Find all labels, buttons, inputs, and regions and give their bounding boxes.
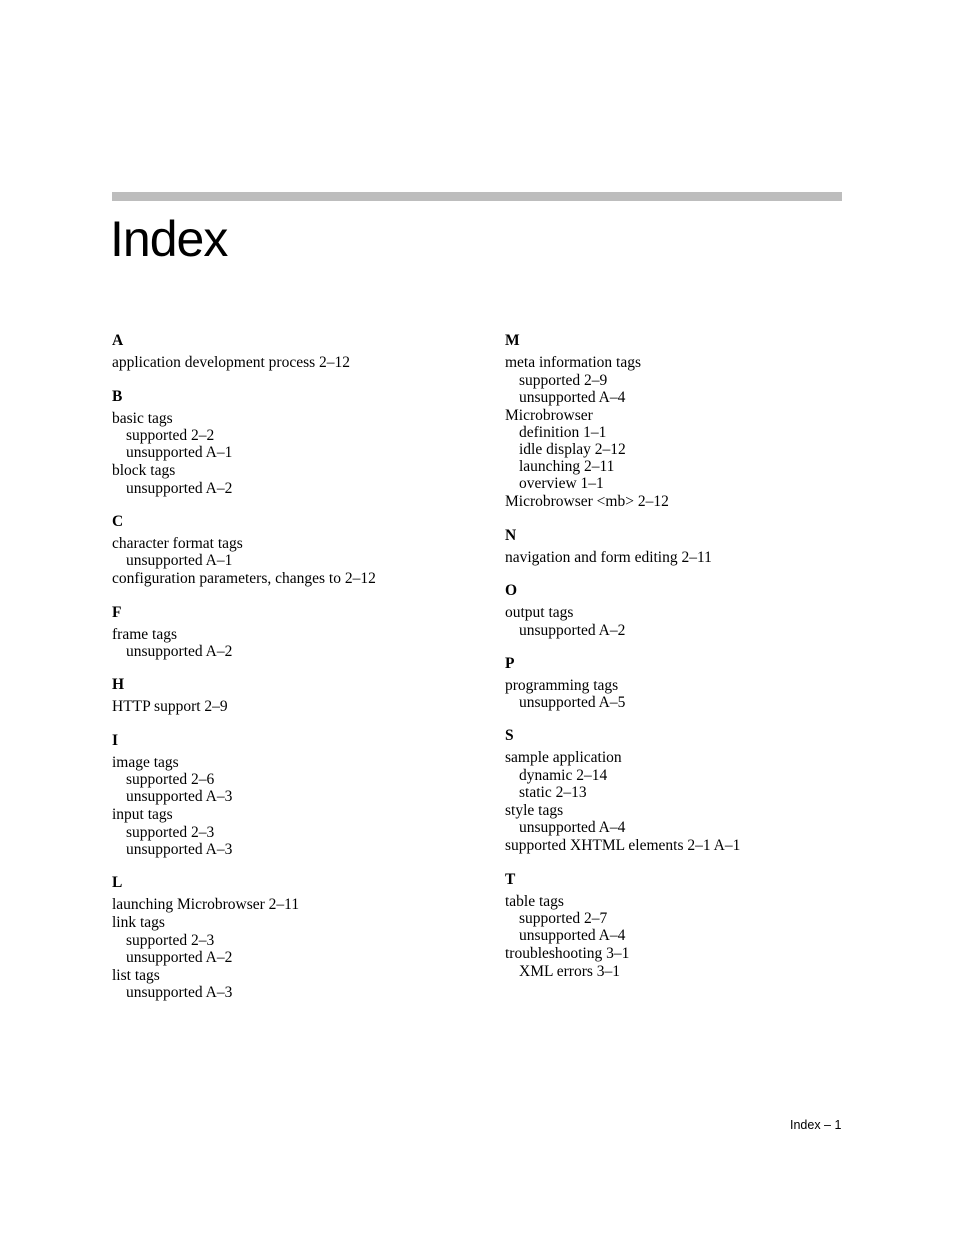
index-term: block tags xyxy=(112,462,176,479)
index-entry xyxy=(112,914,472,966)
index-subterm: idle display 2–12 xyxy=(519,441,626,458)
index-subterm: unsupported A–2 xyxy=(519,621,626,639)
index-entry xyxy=(505,749,865,801)
index-term: image tags xyxy=(112,753,179,771)
index-subterm: unsupported A–4 xyxy=(519,388,626,406)
index-term: list tags xyxy=(112,966,160,984)
section-letter: S xyxy=(505,727,514,744)
index-entry xyxy=(505,945,865,980)
index-subterm: supported 2–3 xyxy=(126,823,215,841)
index-term: application development process 2–12 xyxy=(112,354,351,371)
section-letter: N xyxy=(505,526,517,544)
index-subterm: supported 2–3 xyxy=(126,931,215,949)
index-section-f xyxy=(112,603,472,661)
index-subterm: supported 2–6 xyxy=(126,771,215,788)
index-term: character format tags xyxy=(112,534,243,552)
index-entry xyxy=(505,407,865,493)
header-rule xyxy=(112,192,842,201)
index-term: table tags xyxy=(505,892,564,910)
index-section-o xyxy=(505,581,865,639)
index-section-n xyxy=(505,526,865,567)
index-term: sample application xyxy=(505,749,622,766)
index-term: programming tags xyxy=(505,676,619,694)
section-letter: C xyxy=(112,512,124,530)
index-term: input tags xyxy=(112,806,173,823)
index-column-left xyxy=(112,331,472,1016)
index-subterm: unsupported A–1 xyxy=(126,444,233,461)
index-term: basic tags xyxy=(112,409,173,427)
index-section-t xyxy=(505,870,865,980)
index-subterm: unsupported A–1 xyxy=(126,552,233,569)
index-entry xyxy=(112,896,472,914)
index-subterm: supported 2–2 xyxy=(126,427,215,444)
index-entry xyxy=(112,354,472,372)
index-entry xyxy=(112,410,472,462)
index-subterm: unsupported A–3 xyxy=(126,984,233,1001)
index-entry xyxy=(112,698,472,716)
index-subterm: unsupported A–4 xyxy=(519,927,626,944)
index-section-p xyxy=(505,654,865,712)
section-letter: A xyxy=(112,332,124,349)
index-term: Microbrowser <mb> 2–12 xyxy=(505,493,669,510)
index-subterm: unsupported A–2 xyxy=(126,479,233,497)
index-entry xyxy=(505,893,865,945)
page-footer: Index – 1 xyxy=(790,1118,842,1132)
index-term: configuration parameters, changes to 2–12 xyxy=(112,570,376,587)
section-letter: P xyxy=(505,654,515,672)
index-term: frame tags xyxy=(112,625,177,643)
index-subterm: dynamic 2–14 xyxy=(519,766,608,784)
index-entry xyxy=(505,802,865,837)
index-subterm: unsupported A–3 xyxy=(126,840,233,858)
index-entry xyxy=(505,549,865,567)
index-entry xyxy=(112,570,472,588)
index-term: navigation and form editing 2–11 xyxy=(505,548,712,566)
section-letter: H xyxy=(112,676,125,693)
index-subterm: unsupported A–5 xyxy=(519,694,626,711)
page-title: Index xyxy=(110,211,228,267)
index-subterm: unsupported A–2 xyxy=(126,643,233,660)
index-subterm: static 2–13 xyxy=(519,783,587,801)
index-subterm: unsupported A–3 xyxy=(126,788,233,805)
index-subterm: supported 2–9 xyxy=(519,371,608,389)
index-entry xyxy=(505,604,865,639)
index-section-h xyxy=(112,675,472,716)
index-section-a xyxy=(112,331,472,372)
index-term: output tags xyxy=(505,604,574,621)
index-column-right xyxy=(505,331,865,995)
index-section-c xyxy=(112,512,472,588)
index-term: HTTP support 2–9 xyxy=(112,698,228,715)
index-term: troubleshooting 3–1 xyxy=(505,945,630,962)
index-subterm: XML errors 3–1 xyxy=(519,962,621,980)
section-letter: T xyxy=(505,870,516,888)
index-subterm: unsupported A–4 xyxy=(519,819,626,836)
index-subterm: definition 1–1 xyxy=(519,424,607,441)
section-letter: F xyxy=(112,603,122,621)
index-entry xyxy=(112,806,472,858)
index-term: meta information tags xyxy=(505,354,642,371)
section-letter: M xyxy=(505,332,520,349)
index-term: style tags xyxy=(505,801,564,819)
section-letter: I xyxy=(112,731,119,749)
index-section-b xyxy=(112,387,472,497)
index-section-m xyxy=(505,331,865,511)
index-entry xyxy=(112,535,472,570)
index-entry xyxy=(112,626,472,661)
index-term: Microbrowser xyxy=(505,406,593,424)
index-entry xyxy=(112,754,472,806)
index-entry xyxy=(505,493,865,511)
index-subterm: supported 2–7 xyxy=(519,910,608,927)
index-entry xyxy=(112,967,472,1002)
index-section-s xyxy=(505,726,865,855)
index-subterm: overview 1–1 xyxy=(519,475,604,492)
section-letter: B xyxy=(112,387,123,405)
section-letter: O xyxy=(505,582,518,599)
index-subterm: unsupported A–2 xyxy=(126,948,233,966)
index-section-l xyxy=(112,873,472,1002)
index-section-i xyxy=(112,731,472,858)
index-term: link tags xyxy=(112,914,165,931)
index-entry xyxy=(505,354,865,406)
index-subterm: launching 2–11 xyxy=(519,458,615,475)
section-letter: L xyxy=(112,873,123,891)
index-entry xyxy=(505,677,865,712)
index-entry xyxy=(505,837,865,855)
index-entry xyxy=(112,462,472,497)
index-term: launching Microbrowser 2–11 xyxy=(112,895,300,913)
index-term: supported XHTML elements 2–1 A–1 xyxy=(505,837,741,854)
